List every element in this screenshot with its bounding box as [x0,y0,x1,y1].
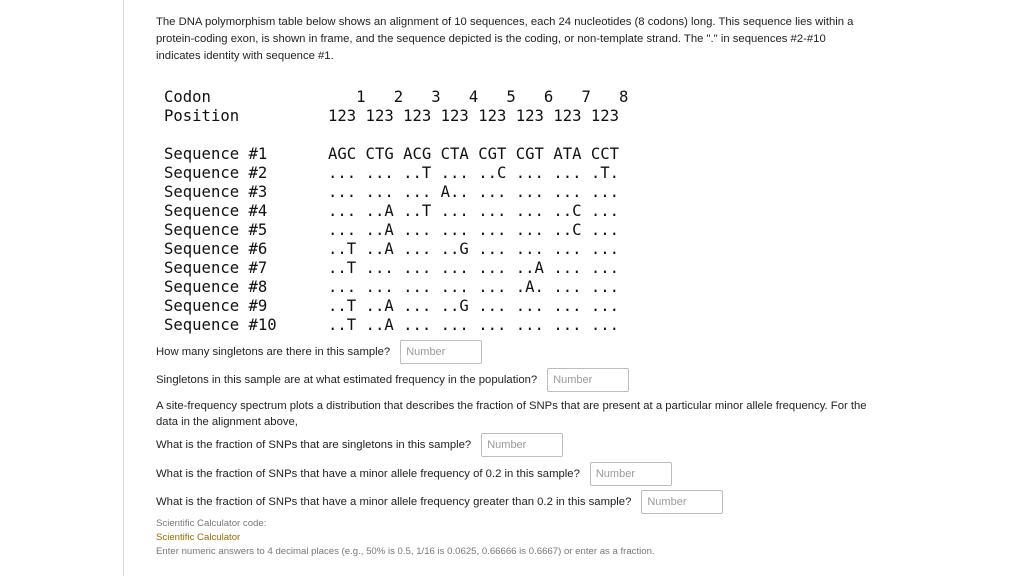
sequence-row [164,240,628,259]
sequence-label: Sequence #4 [164,202,268,220]
fraction-singletons-input[interactable] [481,433,563,457]
sequence-label: Sequence #6 [164,240,268,258]
position-header-row [164,107,628,126]
question-fraction-maf-0-2 [156,462,672,486]
alignment-table [164,88,628,335]
sequence-row [164,297,628,316]
question-fraction-maf-gt-0-2 [156,490,723,514]
question-singleton-frequency [156,368,629,392]
question-text: What is the fraction of SNPs that have a minor allele frequency greater than 0.2 in this sample? [156,496,632,508]
sequence-row [164,259,628,278]
question-singleton-count [156,340,482,364]
sequence-label: Sequence #10 [164,316,277,334]
question-text: Singletons in this sample are at what estimated frequency in the population? [156,374,538,386]
answer-format-note: Enter numeric answers to 4 decimal places (e.g., 50% is 0.5, 1/16 is 0.0625, 0.66666 is 0.6667) or enter as a fraction. [156,546,655,557]
sequence-row [164,164,628,183]
position-label: Position [164,107,240,125]
sequence-value: ..T ..A ... ..G ... ... ... ... [328,297,620,315]
sequence-row [164,316,628,335]
sequence-value: AGC CTG ACG CTA CGT CGT ATA CCT [328,145,620,163]
question-text: How many singletons are there in this sample? [156,346,391,358]
fraction-maf-0-2-input[interactable] [590,462,672,486]
sequence-label: Sequence #7 [164,259,268,277]
question-fraction-singletons [156,433,563,457]
sequence-row [164,183,628,202]
sequence-value: ... ..A ... ... ... ... ..C ... [328,221,620,239]
position-numbers: 123 123 123 123 123 123 123 123 [328,107,620,125]
singleton-count-input[interactable] [400,340,482,364]
sequence-value: ..T ..A ... ... ... ... ... ... [328,316,620,334]
question-text: What is the fraction of SNPs that have a minor allele frequency of 0.2 in this sample? [156,468,580,480]
sequence-label: Sequence #3 [164,183,268,201]
sequence-label: Sequence #8 [164,278,268,296]
calculator-code-label: Scientific Calculator code: [156,518,267,529]
scientific-calculator-link[interactable]: Scientific Calculator [156,532,241,543]
question-text: What is the fraction of SNPs that are singletons in this sample? [156,439,472,451]
sequence-label: Sequence #9 [164,297,268,315]
sequence-value: ... ... ... A.. ... ... ... ... [328,183,620,201]
codon-header-row [164,88,628,107]
fraction-maf-gt-0-2-input[interactable] [641,490,723,514]
sequence-row [164,202,628,221]
sequence-value: ..T ..A ... ..G ... ... ... ... [328,240,620,258]
sequence-value: ... ... ..T ... ..C ... ... .T. [328,164,620,182]
page-left-border [123,0,124,576]
sequence-value: ..T ... ... ... ... ..A ... ... [328,259,620,277]
sequence-label: Sequence #2 [164,164,268,182]
intro-block [156,14,856,65]
intro-text: The DNA polymorphism table below shows an alignment of 10 sequences, each 24 nucleotides (8 codons) long. This sequence lies within a protein-coding exon, is shown in frame, and the sequence depicted is the coding, or non-template strand. The "." in sequences #2-#10 indicates identity with sequence #1. [156,16,854,62]
sequence-label: Sequence #1 [164,145,268,163]
codon-numbers: 1 2 3 4 5 6 7 8 [328,88,629,106]
singleton-frequency-input[interactable] [547,368,629,392]
sequence-row [164,278,628,297]
sequence-value: ... ..A ..T ... ... ... ..C ... [328,202,620,220]
sequence-label: Sequence #5 [164,221,268,239]
sequence-row [164,221,628,240]
sfs-description: A site-frequency spectrum plots a distribution that describes the fraction of SNPs that are present at a particular minor allele frequency. For the data in the alignment above, [156,400,867,428]
sequence-value: ... ... ... ... ... .A. ... ... [328,278,620,296]
sequence-row [164,145,628,164]
codon-label: Codon [164,88,211,106]
